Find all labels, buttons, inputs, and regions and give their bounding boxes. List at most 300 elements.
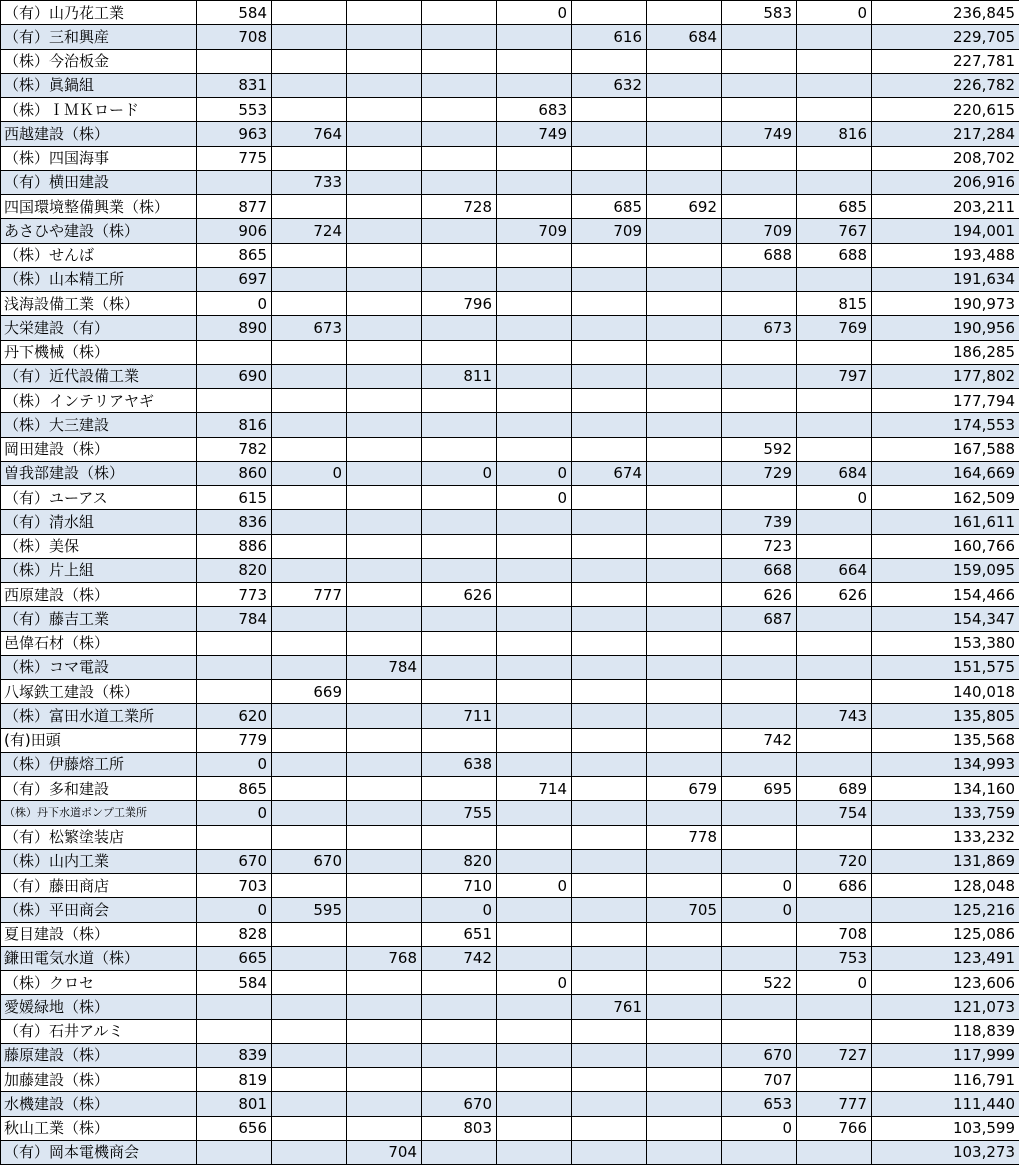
total-amount-cell: 154,347 [872, 607, 1019, 631]
table-row [1, 267, 1019, 291]
score-cell [647, 1116, 722, 1140]
company-name-cell: （株）四国海事 [1, 146, 197, 170]
score-cell [572, 170, 647, 194]
score-cell [422, 558, 497, 582]
score-cell [797, 607, 872, 631]
score-cell: 769 [797, 316, 872, 340]
score-cell [797, 1019, 872, 1043]
score-cell [272, 146, 347, 170]
score-cell: 616 [572, 25, 647, 49]
score-cell [272, 98, 347, 122]
score-cell [422, 413, 497, 437]
table-row [1, 995, 1019, 1019]
score-cell [272, 534, 347, 558]
company-name-cell: （有）石井アルミ [1, 1019, 197, 1043]
company-name-cell: （株）山本精工所 [1, 267, 197, 291]
score-cell [272, 1, 347, 25]
total-amount-cell: 125,086 [872, 922, 1019, 946]
score-cell: 690 [197, 364, 272, 388]
score-cell [647, 971, 722, 995]
table-row [1, 243, 1019, 267]
score-cell [797, 98, 872, 122]
score-cell [572, 267, 647, 291]
table-row [1, 1043, 1019, 1067]
score-cell [722, 364, 797, 388]
total-amount-cell: 135,568 [872, 728, 1019, 752]
score-cell [272, 1116, 347, 1140]
score-cell: 754 [797, 801, 872, 825]
score-cell [497, 558, 572, 582]
score-cell [347, 1116, 422, 1140]
score-cell [422, 1019, 497, 1043]
score-cell: 815 [797, 292, 872, 316]
score-cell: 820 [197, 558, 272, 582]
score-cell: 886 [197, 534, 272, 558]
score-cell [347, 461, 422, 485]
score-cell [197, 1140, 272, 1164]
score-cell [347, 874, 422, 898]
score-cell [497, 752, 572, 776]
score-cell [347, 558, 422, 582]
score-cell: 796 [422, 292, 497, 316]
score-cell [647, 98, 722, 122]
score-cell [347, 1, 422, 25]
score-cell [497, 267, 572, 291]
score-cell [797, 728, 872, 752]
total-amount-cell: 151,575 [872, 655, 1019, 679]
score-cell [647, 364, 722, 388]
total-amount-cell: 177,802 [872, 364, 1019, 388]
score-cell [572, 146, 647, 170]
total-amount-cell: 229,705 [872, 25, 1019, 49]
score-cell [272, 292, 347, 316]
score-cell [497, 1043, 572, 1067]
score-cell [572, 777, 647, 801]
score-cell [347, 1019, 422, 1043]
score-cell [422, 534, 497, 558]
company-name-cell: 丹下機械（株） [1, 340, 197, 364]
score-cell [722, 922, 797, 946]
score-cell [497, 73, 572, 97]
score-cell: 686 [797, 874, 872, 898]
total-amount-cell: 135,805 [872, 704, 1019, 728]
score-cell [272, 655, 347, 679]
score-cell [722, 267, 797, 291]
score-cell [797, 413, 872, 437]
table-row [1, 874, 1019, 898]
total-amount-cell: 203,211 [872, 195, 1019, 219]
table-row [1, 971, 1019, 995]
score-cell: 708 [197, 25, 272, 49]
score-cell [647, 874, 722, 898]
score-cell [197, 995, 272, 1019]
score-cell [272, 486, 347, 510]
score-cell: 784 [197, 607, 272, 631]
score-cell [272, 243, 347, 267]
score-cell [497, 995, 572, 1019]
score-cell [647, 752, 722, 776]
score-cell: 626 [797, 583, 872, 607]
score-cell: 755 [422, 801, 497, 825]
score-cell [497, 607, 572, 631]
score-cell: 695 [722, 777, 797, 801]
score-cell [347, 122, 422, 146]
score-cell [497, 389, 572, 413]
score-cell [347, 971, 422, 995]
score-cell [647, 995, 722, 1019]
score-cell [272, 25, 347, 49]
score-cell [497, 292, 572, 316]
company-name-cell: （有）清水組 [1, 510, 197, 534]
score-cell: 742 [722, 728, 797, 752]
score-cell: 553 [197, 98, 272, 122]
score-cell [422, 1140, 497, 1164]
score-cell [422, 49, 497, 73]
score-cell: 816 [797, 122, 872, 146]
score-cell [572, 98, 647, 122]
score-cell [347, 98, 422, 122]
total-amount-cell: 134,160 [872, 777, 1019, 801]
score-cell [797, 825, 872, 849]
score-cell: 679 [647, 777, 722, 801]
company-name-cell: （株）丹下水道ポンプ工業所 [1, 801, 197, 825]
score-cell [497, 170, 572, 194]
score-cell [647, 170, 722, 194]
score-cell [497, 1116, 572, 1140]
table-row [1, 607, 1019, 631]
total-amount-cell: 227,781 [872, 49, 1019, 73]
score-cell [647, 219, 722, 243]
score-cell: 708 [797, 922, 872, 946]
score-cell: 749 [497, 122, 572, 146]
total-amount-cell: 177,794 [872, 389, 1019, 413]
score-cell [722, 631, 797, 655]
score-cell [497, 680, 572, 704]
score-cell [272, 946, 347, 970]
score-cell [347, 486, 422, 510]
score-cell [797, 534, 872, 558]
score-cell: 683 [497, 98, 572, 122]
score-cell: 720 [797, 849, 872, 873]
score-cell: 707 [722, 1068, 797, 1092]
score-cell [722, 98, 797, 122]
total-amount-cell: 194,001 [872, 219, 1019, 243]
score-cell: 0 [497, 461, 572, 485]
score-cell [197, 340, 272, 364]
score-cell [647, 1043, 722, 1067]
score-cell [797, 1068, 872, 1092]
score-cell [572, 728, 647, 752]
score-cell [797, 389, 872, 413]
score-cell [572, 1092, 647, 1116]
score-cell [422, 680, 497, 704]
score-cell [347, 1068, 422, 1092]
score-cell: 673 [722, 316, 797, 340]
score-cell: 583 [722, 1, 797, 25]
table-row [1, 1116, 1019, 1140]
score-cell [647, 680, 722, 704]
score-cell [422, 146, 497, 170]
score-cell: 0 [497, 1, 572, 25]
score-cell [572, 364, 647, 388]
score-cell [722, 801, 797, 825]
score-cell: 723 [722, 534, 797, 558]
score-cell [647, 849, 722, 873]
score-cell [347, 728, 422, 752]
score-cell [422, 73, 497, 97]
score-cell [422, 510, 497, 534]
table-row [1, 389, 1019, 413]
company-name-cell: （株）ＩＭＫロード [1, 98, 197, 122]
score-cell: 653 [722, 1092, 797, 1116]
score-cell [647, 49, 722, 73]
score-cell [497, 728, 572, 752]
score-cell [422, 655, 497, 679]
table-row [1, 583, 1019, 607]
score-cell [272, 340, 347, 364]
company-name-cell: （有）藤田商店 [1, 874, 197, 898]
score-cell [422, 122, 497, 146]
company-name-cell: 大栄建設（有） [1, 316, 197, 340]
score-cell [572, 437, 647, 461]
total-amount-cell: 117,999 [872, 1043, 1019, 1067]
total-amount-cell: 159,095 [872, 558, 1019, 582]
table-row [1, 728, 1019, 752]
score-cell [272, 607, 347, 631]
total-amount-cell: 154,466 [872, 583, 1019, 607]
company-name-cell: （株）美保 [1, 534, 197, 558]
score-cell [572, 243, 647, 267]
score-cell [272, 1140, 347, 1164]
score-cell: 668 [722, 558, 797, 582]
score-cell: 711 [422, 704, 497, 728]
score-cell: 777 [797, 1092, 872, 1116]
score-cell [347, 583, 422, 607]
score-cell [497, 849, 572, 873]
score-cell [572, 558, 647, 582]
total-amount-cell: 190,956 [872, 316, 1019, 340]
total-amount-cell: 226,782 [872, 73, 1019, 97]
total-amount-cell: 103,599 [872, 1116, 1019, 1140]
score-cell: 801 [197, 1092, 272, 1116]
score-cell [572, 49, 647, 73]
table-row [1, 558, 1019, 582]
score-cell: 828 [197, 922, 272, 946]
score-cell: 669 [272, 680, 347, 704]
score-cell [797, 437, 872, 461]
score-cell [422, 316, 497, 340]
score-cell: 743 [797, 704, 872, 728]
score-cell [647, 73, 722, 97]
score-cell [347, 801, 422, 825]
score-cell [572, 1043, 647, 1067]
company-name-cell: 曽我部建設（株） [1, 461, 197, 485]
score-cell: 665 [197, 946, 272, 970]
table-row [1, 1, 1019, 25]
score-cell [647, 946, 722, 970]
score-cell [797, 995, 872, 1019]
score-cell: 749 [722, 122, 797, 146]
score-cell [197, 825, 272, 849]
score-cell: 811 [422, 364, 497, 388]
score-cell [272, 631, 347, 655]
company-name-cell: 夏目建設（株） [1, 922, 197, 946]
company-name-cell: （有）ユーアス [1, 486, 197, 510]
table-row [1, 1140, 1019, 1164]
score-cell [272, 1019, 347, 1043]
score-cell [272, 364, 347, 388]
score-cell [722, 292, 797, 316]
table-row [1, 631, 1019, 655]
table-row [1, 316, 1019, 340]
score-cell: 816 [197, 413, 272, 437]
score-cell: 638 [422, 752, 497, 776]
score-cell: 729 [722, 461, 797, 485]
score-cell [272, 1043, 347, 1067]
score-cell [722, 655, 797, 679]
score-cell [647, 146, 722, 170]
table-row [1, 146, 1019, 170]
score-cell: 0 [497, 486, 572, 510]
score-cell [197, 389, 272, 413]
table-row [1, 25, 1019, 49]
score-cell: 626 [722, 583, 797, 607]
score-cell [347, 704, 422, 728]
score-cell [572, 607, 647, 631]
score-cell [722, 995, 797, 1019]
company-name-cell: （株）片上組 [1, 558, 197, 582]
score-cell [572, 946, 647, 970]
score-cell: 890 [197, 316, 272, 340]
score-cell: 632 [572, 73, 647, 97]
score-cell [422, 389, 497, 413]
score-cell: 0 [722, 898, 797, 922]
table-row [1, 461, 1019, 485]
score-cell [722, 146, 797, 170]
score-cell: 0 [722, 1116, 797, 1140]
score-cell [497, 1019, 572, 1043]
score-cell: 779 [197, 728, 272, 752]
score-cell: 670 [422, 1092, 497, 1116]
score-cell: 836 [197, 510, 272, 534]
score-cell: 865 [197, 243, 272, 267]
score-cell [272, 389, 347, 413]
score-cell [572, 486, 647, 510]
total-amount-cell: 153,380 [872, 631, 1019, 655]
score-cell [647, 340, 722, 364]
score-cell [647, 1140, 722, 1164]
score-cell [647, 510, 722, 534]
score-cell [272, 752, 347, 776]
score-cell [497, 1092, 572, 1116]
score-cell [647, 461, 722, 485]
table-row [1, 898, 1019, 922]
score-cell: 705 [647, 898, 722, 922]
score-cell [422, 777, 497, 801]
score-cell: 620 [197, 704, 272, 728]
score-cell [722, 704, 797, 728]
score-cell [347, 1043, 422, 1067]
score-cell [422, 267, 497, 291]
total-amount-cell: 118,839 [872, 1019, 1019, 1043]
score-cell [422, 219, 497, 243]
company-name-cell: 西原建設（株） [1, 583, 197, 607]
company-name-cell: （有）三和興産 [1, 25, 197, 49]
table-row [1, 534, 1019, 558]
score-cell [347, 1092, 422, 1116]
score-cell [347, 170, 422, 194]
company-name-cell: 鎌田電気水道（株） [1, 946, 197, 970]
table-row [1, 752, 1019, 776]
score-cell: 767 [797, 219, 872, 243]
score-cell: 689 [797, 777, 872, 801]
score-cell [572, 874, 647, 898]
score-cell [572, 898, 647, 922]
score-cell [722, 340, 797, 364]
score-cell [497, 1140, 572, 1164]
score-cell [797, 49, 872, 73]
score-cell [272, 801, 347, 825]
score-cell [497, 49, 572, 73]
score-cell [347, 995, 422, 1019]
score-cell: 697 [197, 267, 272, 291]
total-amount-cell: 131,869 [872, 849, 1019, 873]
total-amount-cell: 140,018 [872, 680, 1019, 704]
score-cell [497, 801, 572, 825]
total-amount-cell: 191,634 [872, 267, 1019, 291]
company-name-cell: （株）眞鍋組 [1, 73, 197, 97]
score-cell [272, 413, 347, 437]
score-cell [272, 437, 347, 461]
company-name-cell: 四国環境整備興業（株） [1, 195, 197, 219]
table-row [1, 340, 1019, 364]
score-cell: 710 [422, 874, 497, 898]
table-row [1, 922, 1019, 946]
score-cell: 860 [197, 461, 272, 485]
score-cell [272, 971, 347, 995]
score-cell [647, 316, 722, 340]
score-cell [497, 437, 572, 461]
score-cell [647, 1068, 722, 1092]
score-cell: 727 [797, 1043, 872, 1067]
table-row [1, 170, 1019, 194]
score-cell [347, 922, 422, 946]
total-amount-cell: 133,232 [872, 825, 1019, 849]
total-amount-cell: 217,284 [872, 122, 1019, 146]
score-cell: 0 [722, 874, 797, 898]
table-row [1, 510, 1019, 534]
score-cell [272, 777, 347, 801]
table-body [1, 1, 1019, 1165]
score-cell [647, 122, 722, 146]
score-cell [347, 534, 422, 558]
score-cell [797, 510, 872, 534]
score-cell [647, 243, 722, 267]
score-cell [722, 825, 797, 849]
score-cell: 0 [797, 971, 872, 995]
score-cell [497, 25, 572, 49]
table-row [1, 98, 1019, 122]
score-cell [272, 728, 347, 752]
score-cell [272, 267, 347, 291]
score-cell [647, 655, 722, 679]
score-cell: 0 [197, 898, 272, 922]
score-cell [572, 801, 647, 825]
score-cell [797, 655, 872, 679]
company-name-cell: 邑偉石材（株） [1, 631, 197, 655]
score-cell: 684 [797, 461, 872, 485]
total-amount-cell: 162,509 [872, 486, 1019, 510]
